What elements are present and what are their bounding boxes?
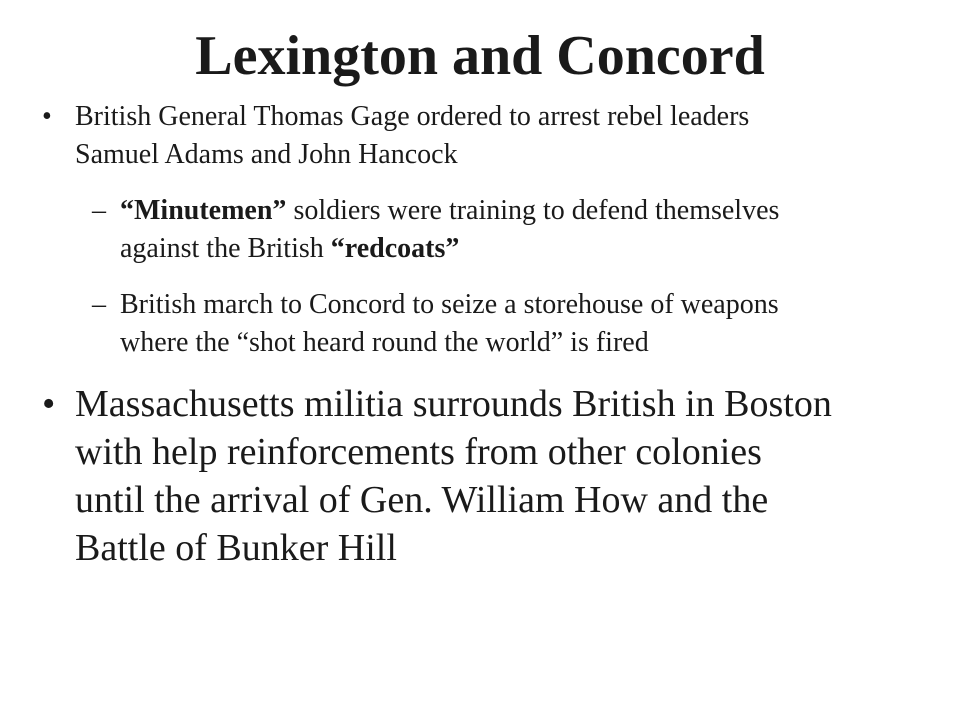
- minutemen-term: “Minutemen”: [120, 195, 287, 226]
- subbullet-minutemen: [40, 192, 840, 268]
- subbullet-text: British march to Concord to seize a storehouse of weapons where the “shot heard round the world” is fired: [120, 289, 779, 358]
- bullet-marker: •: [42, 101, 52, 132]
- slide-title: Lexington and Concord: [195, 25, 765, 87]
- subbullet-text: soldiers were training to defend themselves against the British: [120, 195, 780, 264]
- subbullet-concord-march: [40, 286, 840, 362]
- dash-marker: –: [92, 289, 106, 320]
- bullet-list: [40, 98, 840, 572]
- bullet-arrest-order: [40, 98, 840, 174]
- bullet-marker: •: [42, 383, 56, 425]
- bullet-militia-boston: [40, 380, 840, 572]
- bullet-text: British General Thomas Gage ordered to arrest rebel leaders Samuel Adams and John Hancock: [75, 101, 750, 170]
- redcoats-term: “redcoats”: [330, 233, 460, 264]
- bullet-text: Massachusetts militia surrounds British in Boston with help reinforcements from other colonies until the arrival of Gen. William How and the Battle of Bunker Hill: [75, 383, 832, 569]
- dash-marker: –: [92, 195, 106, 226]
